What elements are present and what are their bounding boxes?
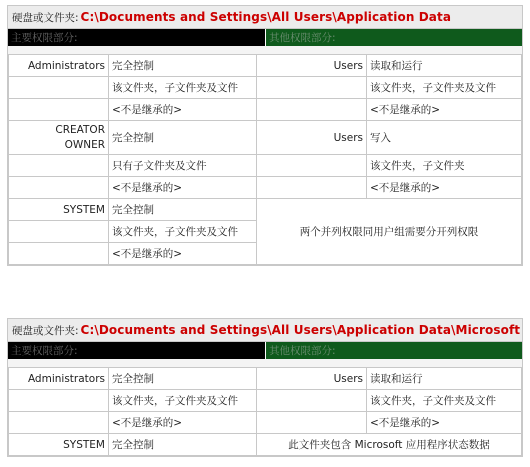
permission-cell: 完全控制 [109, 121, 257, 155]
user-cell: Users [257, 121, 367, 155]
note-cell: 此文件夹包含 Microsoft 应用程序状态数据 [257, 434, 522, 456]
permissions-panel-2 [7, 318, 523, 457]
user-cell: SYSTEM [9, 199, 109, 221]
table-row [9, 55, 522, 77]
user-cell: Users [257, 55, 367, 77]
permission-cell: 读取和运行 [367, 55, 522, 77]
permission-cell: <不是继承的> [109, 177, 257, 199]
permission-cell: 该文件夹，子文件夹 [367, 155, 522, 177]
user-name-line: CREATOR [55, 123, 105, 136]
user-cell [257, 155, 367, 177]
user-cell [257, 412, 367, 434]
other-permissions-header: 其他权限部分: [265, 342, 522, 359]
permission-cell: <不是继承的> [109, 243, 257, 265]
permission-cell: <不是继承的> [367, 177, 522, 199]
folder-label: 硬盘或文件夹: [12, 324, 79, 337]
table-row [9, 177, 522, 199]
user-cell [9, 155, 109, 177]
permission-cell: 读取和运行 [367, 368, 522, 390]
user-cell [9, 412, 109, 434]
permissions-table [8, 367, 522, 456]
permission-cell: <不是继承的> [109, 99, 257, 121]
section-headers [8, 29, 522, 46]
table-row [9, 434, 522, 456]
merged-note-cell: 两个并列权限同用户组需要分开列权限 [257, 199, 522, 265]
table-row [9, 155, 522, 177]
permission-cell: 完全控制 [109, 434, 257, 456]
folder-path: C:\Documents and Settings\All Users\Application Data\Microsoft [80, 323, 521, 337]
table-row [9, 199, 522, 221]
user-name-line: OWNER [64, 138, 105, 151]
main-permissions-header: 主要权限部分: [8, 29, 265, 46]
permission-cell: 该文件夹，子文件夹及文件 [109, 221, 257, 243]
permission-cell: 完全控制 [109, 368, 257, 390]
user-cell: Users [257, 368, 367, 390]
user-cell [257, 177, 367, 199]
folder-header [8, 6, 522, 29]
other-permissions-header: 其他权限部分: [265, 29, 522, 46]
permission-cell: 写入 [367, 121, 522, 155]
main-permissions-header: 主要权限部分: [8, 342, 265, 359]
user-cell [9, 77, 109, 99]
user-cell: Administrators [9, 55, 109, 77]
permission-cell: 该文件夹，子文件夹及文件 [109, 77, 257, 99]
user-cell [9, 121, 109, 155]
permissions-panel-1 [7, 5, 523, 266]
user-cell: Administrators [9, 368, 109, 390]
table-row [9, 412, 522, 434]
user-cell [9, 99, 109, 121]
folder-header [8, 319, 522, 342]
folder-label: 硬盘或文件夹: [12, 11, 79, 24]
permission-cell: 完全控制 [109, 199, 257, 221]
table-row [9, 121, 522, 155]
permission-cell: <不是继承的> [367, 412, 522, 434]
user-cell [9, 390, 109, 412]
permission-cell: 该文件夹，子文件夹及文件 [109, 390, 257, 412]
section-headers [8, 342, 522, 359]
folder-path: C:\Documents and Settings\All Users\Application Data [80, 10, 452, 24]
table-row [9, 77, 522, 99]
user-cell [9, 221, 109, 243]
user-cell: SYSTEM [9, 434, 109, 456]
user-cell [9, 243, 109, 265]
permission-cell: 只有子文件夹及文件 [109, 155, 257, 177]
permission-cell: <不是继承的> [367, 99, 522, 121]
table-row [9, 368, 522, 390]
permission-cell: 该文件夹，子文件夹及文件 [367, 77, 522, 99]
user-cell [257, 77, 367, 99]
permission-cell: 该文件夹，子文件夹及文件 [367, 390, 522, 412]
user-cell [257, 390, 367, 412]
table-row [9, 99, 522, 121]
user-cell [257, 99, 367, 121]
permission-cell: <不是继承的> [109, 412, 257, 434]
table-row [9, 390, 522, 412]
user-cell [9, 177, 109, 199]
permissions-table [8, 54, 522, 265]
permission-cell: 完全控制 [109, 55, 257, 77]
